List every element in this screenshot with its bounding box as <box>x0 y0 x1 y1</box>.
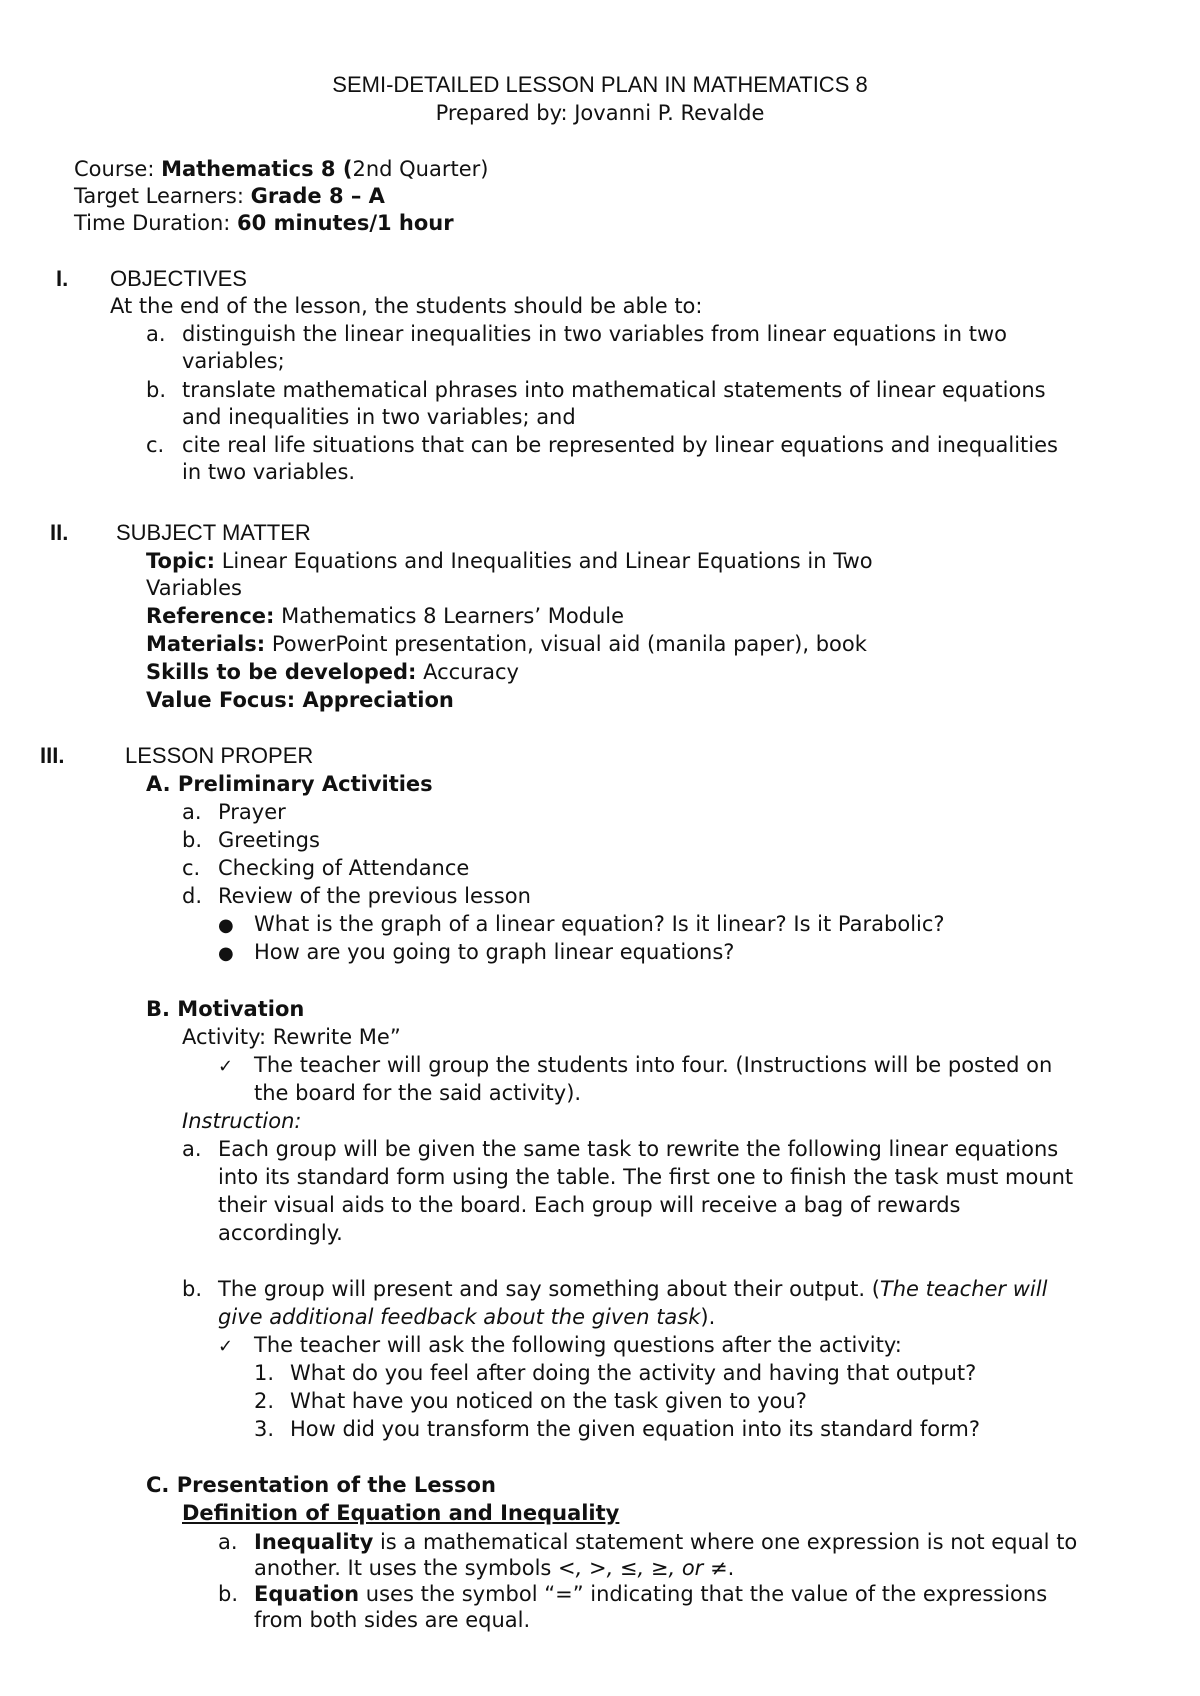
bullet-icon: ● <box>218 915 234 936</box>
topic-line: Topic: Linear Equations and Inequalities and Linear Equations in Two <box>146 549 873 573</box>
objectives-intro: At the end of the lesson, the students should be able to: <box>110 294 703 318</box>
instruction-a-cont-1: into its standard form using the table. The first one to finish the task must mount <box>218 1165 1074 1189</box>
prelim-heading: A. Preliminary Activities <box>146 772 433 796</box>
course-line: Course: Mathematics 8 (2nd Quarter) <box>74 157 489 181</box>
subject-heading: SUBJECT MATTER <box>116 520 311 545</box>
topic-line-cont: Variables <box>146 576 242 600</box>
objectives-numeral: I. <box>56 266 69 291</box>
instruction-b: b. The group will present and say something about their output. (The teacher will <box>182 1277 1048 1301</box>
lesson-numeral: III. <box>40 743 65 768</box>
prelim-item-b: b. Greetings <box>182 828 320 852</box>
prelim-item-a: a. Prayer <box>182 800 286 824</box>
objective-a: a. distinguish the linear inequalities in two variables from linear equations in two <box>146 322 1007 346</box>
review-question-1: ● What is the graph of a linear equation? Is it linear? Is it Parabolic? <box>218 911 945 939</box>
learners-line: Target Learners: Grade 8 – A <box>74 184 385 208</box>
objective-b-cont: and inequalities in two variables; and <box>182 405 576 429</box>
definition-inequality: a. Inequality is a mathematical statement where one expression is not equal to <box>218 1530 1078 1554</box>
motivation-check-1-cont: the board for the said activity). <box>254 1081 582 1105</box>
definition-subheading: Definition of Equation and Inequality <box>182 1501 620 1525</box>
definition-equation-cont: from both sides are equal. <box>254 1608 531 1632</box>
check-icon: ✓ <box>218 1336 234 1357</box>
materials-line: Materials: PowerPoint presentation, visual aid (manila paper), book <box>146 632 867 656</box>
objectives-heading: OBJECTIVES <box>110 266 247 291</box>
value-focus-line: Value Focus: Appreciation <box>146 688 454 712</box>
motivation-check-2: ✓ The teacher will ask the following questions after the activity: <box>218 1332 902 1360</box>
motivation-activity: Activity: Rewrite Me” <box>182 1025 401 1049</box>
question-1: 1. What do you feel after doing the activity and having that output? <box>254 1361 977 1385</box>
review-question-2: ● How are you going to graph linear equations? <box>218 939 734 967</box>
document-title: SEMI-DETAILED LESSON PLAN IN MATHEMATICS 8 <box>332 72 868 97</box>
prelim-item-c: c. Checking of Attendance <box>182 856 470 880</box>
check-icon: ✓ <box>218 1056 234 1077</box>
instruction-a: a. Each group will be given the same task to rewrite the following linear equations <box>182 1137 1059 1161</box>
skills-line: Skills to be developed: Accuracy <box>146 660 519 684</box>
motivation-heading: B. Motivation <box>146 997 305 1021</box>
bullet-icon: ● <box>218 943 234 964</box>
prelim-item-d: d. Review of the previous lesson <box>182 884 531 908</box>
instruction-label: Instruction: <box>182 1109 302 1133</box>
question-3: 3. How did you transform the given equation into its standard form? <box>254 1417 981 1441</box>
definition-equation: b. Equation uses the symbol “=” indicating that the value of the expressions <box>218 1582 1048 1606</box>
instruction-b-cont: give additional feedback about the given task). <box>218 1305 716 1329</box>
question-2: 2. What have you noticed on the task given to you? <box>254 1389 807 1413</box>
objective-b: b. translate mathematical phrases into mathematical statements of linear equations <box>146 378 1046 402</box>
duration-line: Time Duration: 60 minutes/1 hour <box>74 211 454 235</box>
reference-line: Reference: Mathematics 8 Learners’ Module <box>146 604 625 628</box>
prepared-by: Prepared by: Jovanni P. Revalde <box>435 101 765 125</box>
instruction-a-cont-2: their visual aids to the board. Each group will receive a bag of rewards <box>218 1193 961 1217</box>
objective-a-cont: variables; <box>182 349 285 373</box>
objective-c-cont: in two variables. <box>182 460 356 484</box>
lesson-heading: LESSON PROPER <box>125 743 314 768</box>
definition-inequality-cont: another. It uses the symbols <, >, ≤, ≥, or ≠. <box>254 1556 735 1580</box>
motivation-check-1: ✓ The teacher will group the students into four. (Instructions will be posted on <box>218 1052 1052 1080</box>
subject-numeral: II. <box>50 520 69 545</box>
objective-c: c. cite real life situations that can be represented by linear equations and inequalities <box>146 433 1058 457</box>
instruction-a-cont-3: accordingly. <box>218 1221 343 1245</box>
presentation-heading: C. Presentation of the Lesson <box>146 1473 496 1497</box>
